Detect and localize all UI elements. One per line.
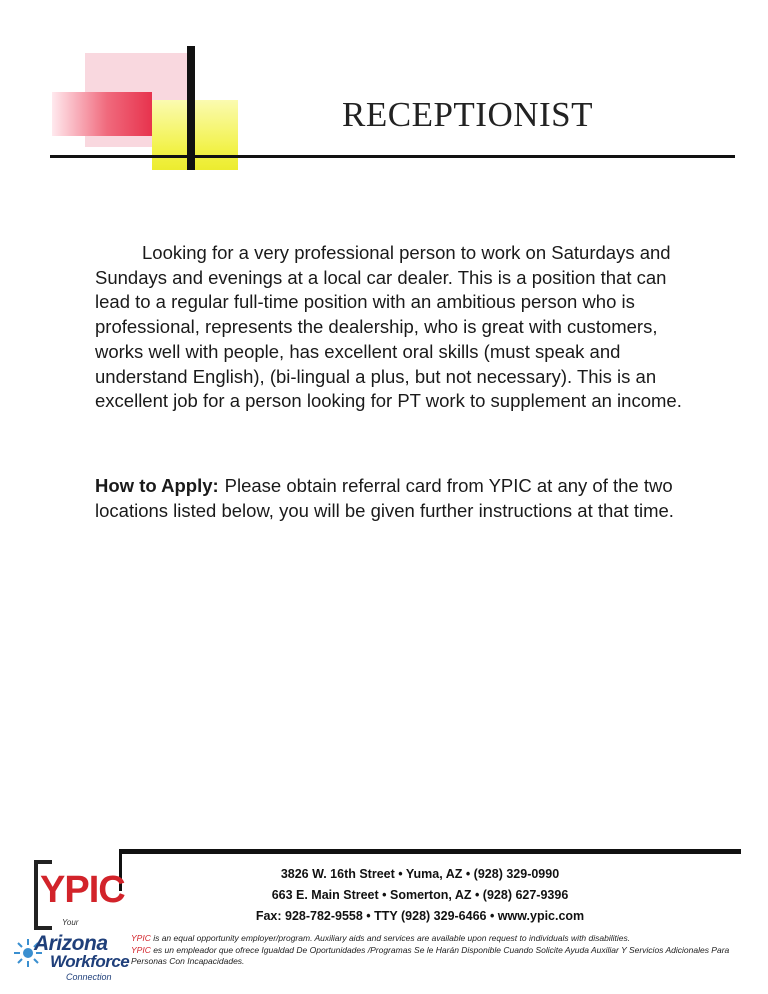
address-somerton: 663 E. Main Street • Somerton, AZ • (928) 627-9396 xyxy=(271,888,569,902)
job-description: Looking for a very professional person to work on Saturdays and Sundays and evenings at a local car dealer. This is a position that can lead to a regular full-time position with an ambitious person who is professional, represents the dealership, who is great with customers, works well with people, has excellent oral skills (must speak and understand English), (bi-lingual a plus, but not necessary). This is an excellent job for a person looking for PT work to supplement an income. xyxy=(95,242,682,412)
how-to-apply-text: Please obtain referral card from YPIC at any of the two locations listed below, you will be given further instructions at that time. xyxy=(95,475,674,521)
logo-connection: Connection xyxy=(66,972,112,982)
decorative-yellow-square xyxy=(152,100,238,170)
decorative-vertical-rule xyxy=(187,46,195,170)
how-to-apply xyxy=(95,474,695,523)
disclaimer-spanish: es un empleador que ofrece Igualdad De Oportunidades /Programas Se le Harán Disponible Cuando Solicite Ayuda Auxiliar Y Servicios Adicionales Para Personas Con Incapacidades. xyxy=(131,944,730,966)
disclaimer xyxy=(131,933,741,968)
address-yuma: 3826 W. 16th Street • Yuma, AZ • (928) 329-0990 xyxy=(280,867,560,881)
disclaimer-brand-es: YPIC xyxy=(131,944,151,955)
footer-rule xyxy=(119,849,741,854)
logo-workforce: Workforce xyxy=(50,952,130,971)
disclaimer-english: is an equal opportunity employer/program. Auxiliary aids and services are available upon request to individuals with disabilities. xyxy=(150,933,631,943)
disclaimer-brand: YPIC xyxy=(131,933,151,943)
logo-tagline: Your xyxy=(62,918,79,927)
how-to-apply-label: How to Apply: xyxy=(95,475,219,496)
header-rule xyxy=(50,155,735,158)
ypic-logo xyxy=(12,855,130,990)
logo-ypic-text: YPIC xyxy=(40,869,125,911)
decorative-red-rectangle xyxy=(52,92,152,136)
contact-line: Fax: 928-782-9558 • TTY (928) 329-6466 • www.ypic.com xyxy=(255,909,585,923)
logo-arizona: Arizona xyxy=(34,932,108,955)
page-title: RECEPTIONIST xyxy=(342,95,593,134)
